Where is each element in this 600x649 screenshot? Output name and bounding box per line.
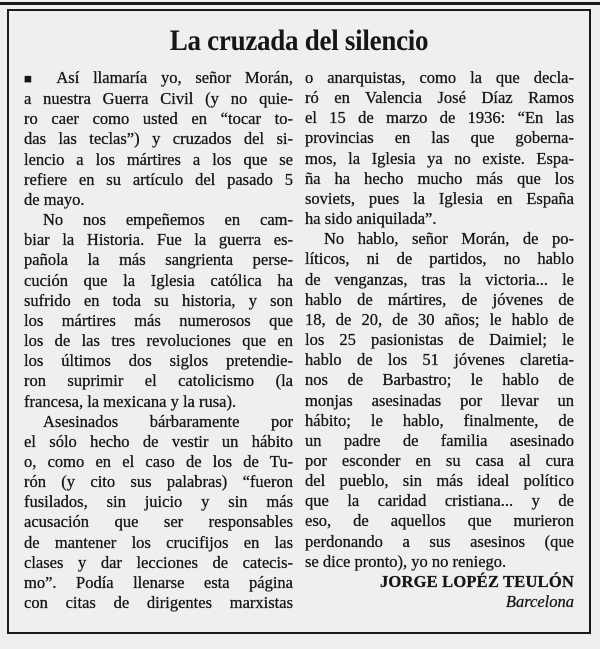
text-column-left	[24, 68, 293, 613]
text-line: hábito; le hablo, finalmente, de	[305, 410, 574, 430]
text-line: francesa, la mexicana y la rusa).	[24, 391, 237, 411]
text-line: los de las tres revoluciones que en	[24, 331, 293, 351]
signature-place: Barcelona	[505, 592, 574, 612]
text-line: que la caridad cristiana... y de	[305, 491, 574, 511]
text-line: ña ha hecho mucho más que los	[305, 168, 574, 188]
text-line: hablo de los 51 jóvenes claretia-	[305, 350, 574, 370]
text-line: nos de Barbastro; le hablo de	[305, 370, 574, 390]
text-line: hablo de mártires, de jóvenes de	[305, 289, 574, 309]
text-line: los últimos dos siglos pretendie-	[24, 351, 293, 371]
signature-author: JORGE LOPÉZ TEULÓN	[379, 571, 574, 591]
text-line: líticos, ni de partidos, no hablo	[305, 249, 574, 269]
text-line: das las teclas”) y cruzados del si-	[24, 129, 293, 149]
text-column-right	[305, 68, 574, 613]
text-line: un padre de familia asesinado	[305, 430, 574, 450]
text-line: clases y dar lecciones de catecis-	[24, 552, 293, 572]
text-line: refiere en su artículo del pasado 5	[24, 169, 293, 189]
text-line: el 15 de marzo de 1936: “En las	[305, 108, 574, 128]
page-top-rule	[0, 2, 600, 5]
article-columns	[24, 68, 574, 613]
text-line: monjas asesinadas por llevar un	[305, 390, 574, 410]
text-line: mo”. Podía llenarse esta página	[24, 572, 293, 592]
text-line: los 25 pasionistas de Daimiel; le	[305, 330, 574, 350]
text-line: a nuestra Guerra Civil (y no quie-	[24, 89, 293, 109]
text-line: los mártires más numerosos que	[24, 310, 293, 330]
text-line: lencio a los mártires a los que se	[24, 149, 293, 169]
text-line: provincias en las que goberna-	[305, 128, 574, 148]
square-bullet-icon: ■	[24, 71, 44, 86]
text-line: el sólo hecho de vestir un hábito	[24, 431, 293, 451]
text-line: por esconder en su casa al cura	[305, 450, 574, 470]
text-line: ron suprimir el catolicismo (la	[24, 371, 293, 391]
text-line: rón (y cito sus palabras) “fueron	[24, 472, 293, 492]
text-line: se dice pronto), yo no reniego.	[305, 551, 507, 571]
text-line: soviets, pues la Iglesia en España	[305, 188, 574, 208]
text-line: cución que la Iglesia católica ha	[24, 270, 293, 290]
text-line: ro caer como usted en “tocar to-	[24, 109, 293, 129]
text-line: 18, de 20, de 30 años; le hablo de	[305, 309, 574, 329]
text-line: mos, la Iglesia ya no existe. Espa-	[305, 148, 574, 168]
text-line: ■ Así llamaría yo, señor Morán,	[24, 68, 293, 87]
text-line: o anarquistas, como la que decla-	[305, 68, 574, 87]
text-line: fusilados, sin juicio y sin más	[24, 492, 293, 512]
text-line: o, como en el caso de los de Tu-	[24, 451, 293, 471]
text-line: No hablo, señor Morán, de po-	[324, 229, 574, 249]
text-line: de mayo.	[24, 189, 85, 209]
text-line: No nos empeñemos en cam-	[43, 210, 293, 230]
text-line: sufrido en toda su historia, y son	[24, 290, 293, 310]
text-line: de venganzas, tras la victoria... le	[305, 269, 574, 289]
text-line: perdonando a sus asesinos (que	[305, 531, 574, 551]
article-title: La cruzada del silencio	[169, 24, 429, 57]
text-line: eso, de aquellos que murieron	[305, 511, 574, 531]
text-line: con citas de dirigentes marxistas	[24, 593, 293, 613]
text-line: acusación que ser responsables	[24, 512, 293, 532]
article-box	[7, 9, 591, 634]
text-line: pañola la más sangrienta perse-	[24, 250, 293, 270]
text-line: ha sido aniquilada”.	[305, 209, 437, 229]
text-line: ró en Valencia José Díaz Ramos	[305, 88, 574, 108]
text-line: del pueblo, sin más ideal político	[305, 471, 574, 491]
text-line: de mantener los crucifijos en las	[24, 532, 293, 552]
text-line: Asesinados bárbaramente por	[43, 411, 293, 431]
text-line: biar la Historia. Fue la guerra es-	[24, 230, 293, 250]
